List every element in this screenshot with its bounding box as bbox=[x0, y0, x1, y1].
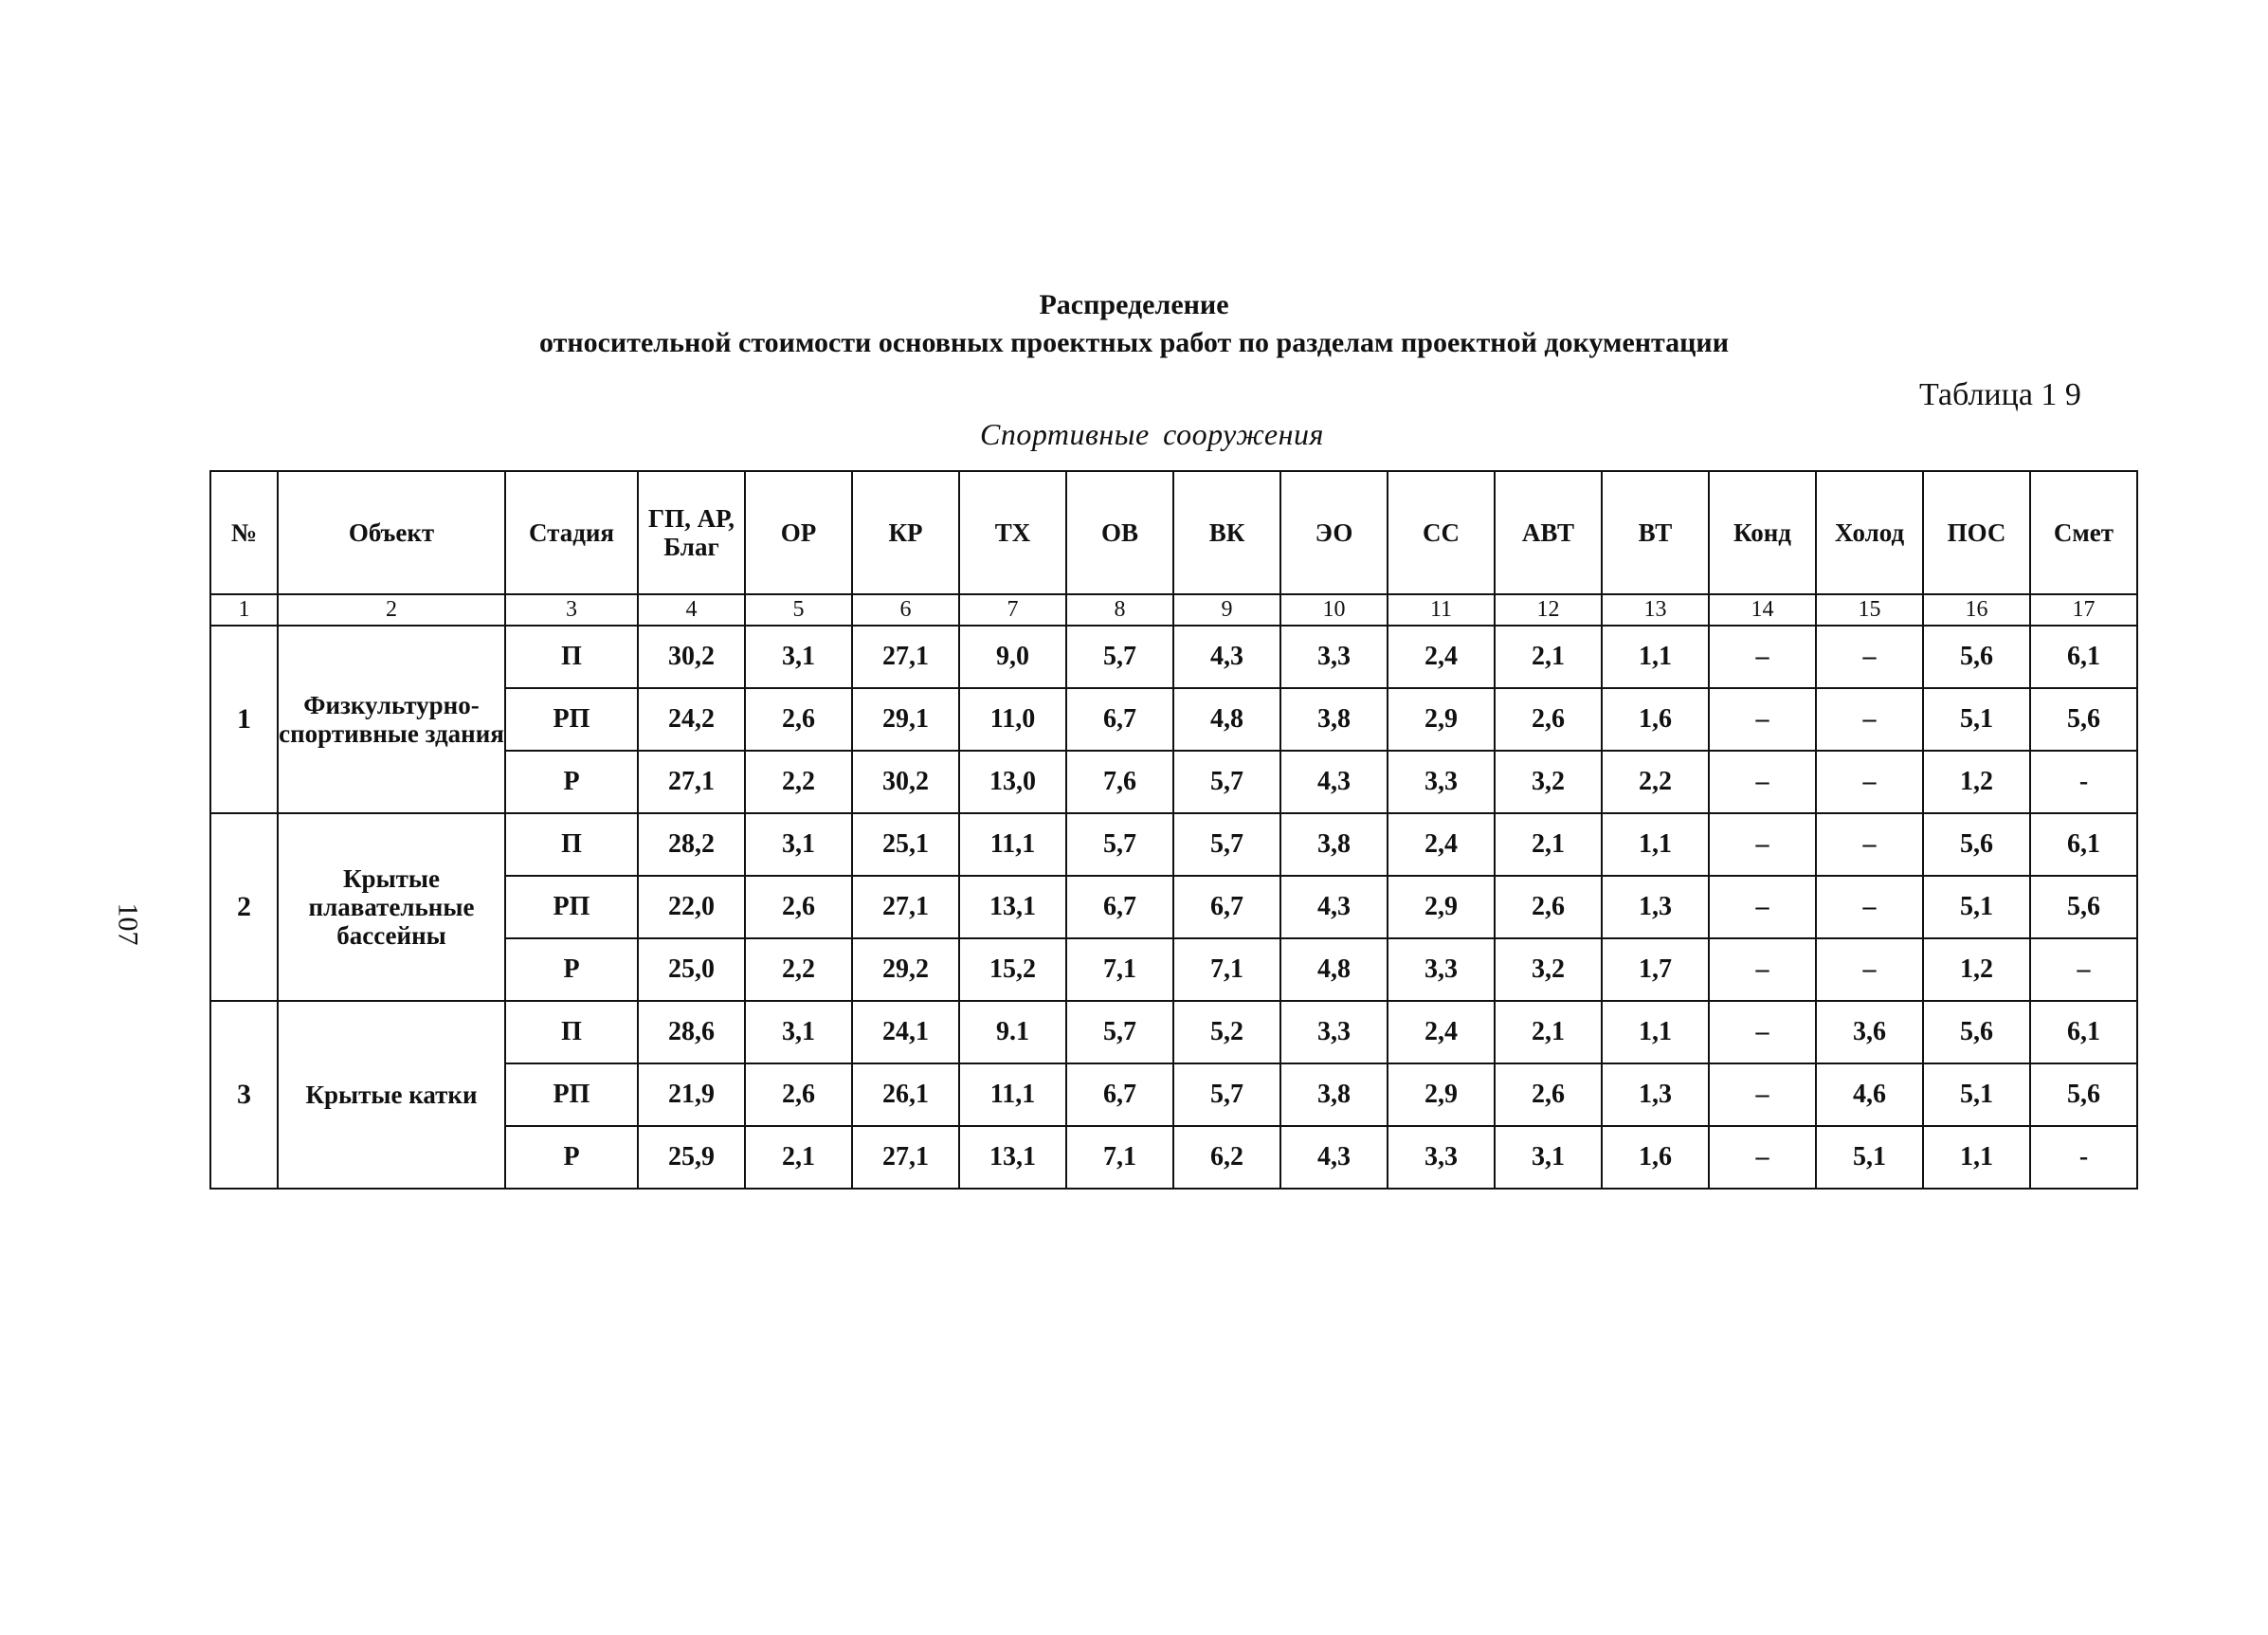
table-row bbox=[210, 813, 2137, 876]
column-header: ВК bbox=[1173, 471, 1280, 594]
value-cell: – bbox=[1709, 751, 1816, 813]
stage-cell: П bbox=[505, 1001, 638, 1063]
value-cell: 29,1 bbox=[852, 688, 959, 751]
column-number-cell: 10 bbox=[1280, 594, 1388, 626]
value-cell: 3,3 bbox=[1388, 938, 1495, 1001]
document-title bbox=[0, 286, 2268, 362]
value-cell: 5,6 bbox=[2030, 1063, 2137, 1126]
column-header: Объект bbox=[278, 471, 505, 594]
value-cell: 6,2 bbox=[1173, 1126, 1280, 1189]
value-cell: 30,2 bbox=[852, 751, 959, 813]
value-cell: 3,1 bbox=[1495, 1126, 1602, 1189]
column-header: Смет bbox=[2030, 471, 2137, 594]
value-cell: 4,3 bbox=[1280, 1126, 1388, 1189]
value-cell: 3,3 bbox=[1388, 1126, 1495, 1189]
value-cell: 2,9 bbox=[1388, 876, 1495, 938]
value-cell: 1,1 bbox=[1602, 813, 1709, 876]
value-cell: 13,0 bbox=[959, 751, 1066, 813]
value-cell: 4,3 bbox=[1280, 751, 1388, 813]
value-cell: – bbox=[1816, 688, 1923, 751]
value-cell: – bbox=[1709, 1001, 1816, 1063]
value-cell: 29,2 bbox=[852, 938, 959, 1001]
value-cell: 9,0 bbox=[959, 626, 1066, 688]
column-header: ЭО bbox=[1280, 471, 1388, 594]
value-cell: – bbox=[1709, 626, 1816, 688]
value-cell: 5,1 bbox=[1923, 876, 2030, 938]
value-cell: 25,1 bbox=[852, 813, 959, 876]
value-cell: 2,4 bbox=[1388, 626, 1495, 688]
value-cell: 5,7 bbox=[1066, 1001, 1173, 1063]
value-cell: 5,7 bbox=[1173, 751, 1280, 813]
value-cell: 2,6 bbox=[1495, 876, 1602, 938]
column-number-cell: 17 bbox=[2030, 594, 2137, 626]
value-cell: 5,1 bbox=[1816, 1126, 1923, 1189]
column-number-cell: 11 bbox=[1388, 594, 1495, 626]
value-cell: – bbox=[1816, 938, 1923, 1001]
value-cell: 2,1 bbox=[1495, 813, 1602, 876]
value-cell: 5,2 bbox=[1173, 1001, 1280, 1063]
value-cell: 6,1 bbox=[2030, 626, 2137, 688]
value-cell: 5,1 bbox=[1923, 1063, 2030, 1126]
value-cell: 26,1 bbox=[852, 1063, 959, 1126]
stage-cell: РП bbox=[505, 876, 638, 938]
header-row bbox=[210, 471, 2137, 594]
value-cell: 15,2 bbox=[959, 938, 1066, 1001]
value-cell: 1,6 bbox=[1602, 688, 1709, 751]
value-cell: 5,7 bbox=[1066, 813, 1173, 876]
object-name-cell: Крытые плавательные бассейны bbox=[278, 813, 505, 1001]
value-cell: 28,2 bbox=[638, 813, 745, 876]
stage-cell: П bbox=[505, 626, 638, 688]
column-header: Стадия bbox=[505, 471, 638, 594]
value-cell: – bbox=[1709, 688, 1816, 751]
value-cell: 1,6 bbox=[1602, 1126, 1709, 1189]
value-cell: 3,8 bbox=[1280, 813, 1388, 876]
value-cell: – bbox=[1816, 751, 1923, 813]
column-header: ПОС bbox=[1923, 471, 2030, 594]
column-header: ВТ bbox=[1602, 471, 1709, 594]
value-cell: 6,1 bbox=[2030, 1001, 2137, 1063]
value-cell: 1,3 bbox=[1602, 1063, 1709, 1126]
value-cell: 4,3 bbox=[1280, 876, 1388, 938]
value-cell: 30,2 bbox=[638, 626, 745, 688]
value-cell: 13,1 bbox=[959, 876, 1066, 938]
value-cell: 1,1 bbox=[1923, 1126, 2030, 1189]
value-cell: 2,6 bbox=[745, 876, 852, 938]
value-cell: 27,1 bbox=[852, 626, 959, 688]
value-cell: 1,3 bbox=[1602, 876, 1709, 938]
value-cell: – bbox=[1816, 626, 1923, 688]
value-cell: 3,3 bbox=[1388, 751, 1495, 813]
value-cell: 3,8 bbox=[1280, 1063, 1388, 1126]
value-cell: 27,1 bbox=[852, 1126, 959, 1189]
table-row bbox=[210, 1001, 2137, 1063]
value-cell: 2,2 bbox=[745, 751, 852, 813]
page-number: 107 bbox=[112, 902, 144, 946]
row-number-cell: 1 bbox=[210, 626, 278, 813]
row-number-cell: 2 bbox=[210, 813, 278, 1001]
value-cell: 4,6 bbox=[1816, 1063, 1923, 1126]
value-cell: 6,7 bbox=[1066, 688, 1173, 751]
value-cell: 5,6 bbox=[2030, 876, 2137, 938]
value-cell: 3,1 bbox=[745, 813, 852, 876]
value-cell: 4,8 bbox=[1280, 938, 1388, 1001]
value-cell: 2,1 bbox=[745, 1126, 852, 1189]
value-cell: 2,6 bbox=[1495, 688, 1602, 751]
value-cell: 1,1 bbox=[1602, 1001, 1709, 1063]
table-subtitle: Спортивные сооружения bbox=[980, 417, 1324, 451]
value-cell: 6,7 bbox=[1066, 1063, 1173, 1126]
column-header: Конд bbox=[1709, 471, 1816, 594]
stage-cell: Р bbox=[505, 751, 638, 813]
column-number-cell: 9 bbox=[1173, 594, 1280, 626]
column-number-cell: 13 bbox=[1602, 594, 1709, 626]
value-cell: 24,2 bbox=[638, 688, 745, 751]
value-cell: 7,6 bbox=[1066, 751, 1173, 813]
stage-cell: Р bbox=[505, 938, 638, 1001]
column-header: ОР bbox=[745, 471, 852, 594]
value-cell: 2,6 bbox=[1495, 1063, 1602, 1126]
value-cell: 5,7 bbox=[1173, 1063, 1280, 1126]
value-cell: – bbox=[1709, 1063, 1816, 1126]
value-cell: 3,1 bbox=[745, 626, 852, 688]
column-header: Холод bbox=[1816, 471, 1923, 594]
stage-cell: РП bbox=[505, 1063, 638, 1126]
column-header: № bbox=[210, 471, 278, 594]
column-header: СС bbox=[1388, 471, 1495, 594]
object-name-cell: Физкультурно-спортивные здания bbox=[278, 626, 505, 813]
column-header: ОВ bbox=[1066, 471, 1173, 594]
value-cell: 3,2 bbox=[1495, 938, 1602, 1001]
value-cell: 5,6 bbox=[2030, 688, 2137, 751]
stage-cell: Р bbox=[505, 1126, 638, 1189]
value-cell: 1,2 bbox=[1923, 751, 2030, 813]
value-cell: - bbox=[2030, 1126, 2137, 1189]
column-number-cell: 4 bbox=[638, 594, 745, 626]
value-cell: 5,6 bbox=[1923, 626, 2030, 688]
value-cell: 3,1 bbox=[745, 1001, 852, 1063]
value-cell: 2,1 bbox=[1495, 1001, 1602, 1063]
column-number-cell: 7 bbox=[959, 594, 1066, 626]
value-cell: 9.1 bbox=[959, 1001, 1066, 1063]
value-cell: 2,2 bbox=[745, 938, 852, 1001]
value-cell: 2,1 bbox=[1495, 626, 1602, 688]
value-cell: – bbox=[1709, 938, 1816, 1001]
value-cell: 4,8 bbox=[1173, 688, 1280, 751]
value-cell: 2,4 bbox=[1388, 813, 1495, 876]
column-number-cell: 5 bbox=[745, 594, 852, 626]
column-number-cell: 8 bbox=[1066, 594, 1173, 626]
value-cell: 2,4 bbox=[1388, 1001, 1495, 1063]
value-cell: 27,1 bbox=[638, 751, 745, 813]
value-cell: 2,6 bbox=[745, 1063, 852, 1126]
value-cell: 6,1 bbox=[2030, 813, 2137, 876]
column-number-cell: 1 bbox=[210, 594, 278, 626]
value-cell: 27,1 bbox=[852, 876, 959, 938]
value-cell: 1,2 bbox=[1923, 938, 2030, 1001]
value-cell: 1,7 bbox=[1602, 938, 1709, 1001]
column-number-cell: 15 bbox=[1816, 594, 1923, 626]
value-cell: 22,0 bbox=[638, 876, 745, 938]
column-number-row bbox=[210, 594, 2137, 626]
table-label: Таблица 1 9 bbox=[1919, 377, 2081, 412]
value-cell: 7,1 bbox=[1173, 938, 1280, 1001]
column-header: ТХ bbox=[959, 471, 1066, 594]
value-cell: – bbox=[1709, 876, 1816, 938]
value-cell: 25,0 bbox=[638, 938, 745, 1001]
value-cell: 4,3 bbox=[1173, 626, 1280, 688]
value-cell: 13,1 bbox=[959, 1126, 1066, 1189]
value-cell: 24,1 bbox=[852, 1001, 959, 1063]
column-number-cell: 6 bbox=[852, 594, 959, 626]
value-cell: 3,2 bbox=[1495, 751, 1602, 813]
column-number-cell: 16 bbox=[1923, 594, 2030, 626]
value-cell: – bbox=[2030, 938, 2137, 1001]
value-cell: 28,6 bbox=[638, 1001, 745, 1063]
value-cell: 7,1 bbox=[1066, 1126, 1173, 1189]
column-header: ГП, АР, Благ bbox=[638, 471, 745, 594]
value-cell: 11,1 bbox=[959, 813, 1066, 876]
value-cell: 2,9 bbox=[1388, 1063, 1495, 1126]
value-cell: 7,1 bbox=[1066, 938, 1173, 1001]
value-cell: 2,6 bbox=[745, 688, 852, 751]
object-name-cell: Крытые катки bbox=[278, 1001, 505, 1189]
value-cell: – bbox=[1709, 813, 1816, 876]
value-cell: - bbox=[2030, 751, 2137, 813]
value-cell: 5,7 bbox=[1173, 813, 1280, 876]
value-cell: – bbox=[1709, 1126, 1816, 1189]
value-cell: 5,6 bbox=[1923, 813, 2030, 876]
value-cell: 3,6 bbox=[1816, 1001, 1923, 1063]
column-number-cell: 2 bbox=[278, 594, 505, 626]
stage-cell: П bbox=[505, 813, 638, 876]
value-cell: 21,9 bbox=[638, 1063, 745, 1126]
stage-cell: РП bbox=[505, 688, 638, 751]
table-row bbox=[210, 626, 2137, 688]
value-cell: 5,6 bbox=[1923, 1001, 2030, 1063]
column-number-cell: 12 bbox=[1495, 594, 1602, 626]
value-cell: 2,9 bbox=[1388, 688, 1495, 751]
title-line-1: Распределение bbox=[1039, 289, 1229, 320]
value-cell: 5,1 bbox=[1923, 688, 2030, 751]
value-cell: 3,8 bbox=[1280, 688, 1388, 751]
column-header: АВТ bbox=[1495, 471, 1602, 594]
value-cell: 5,7 bbox=[1066, 626, 1173, 688]
value-cell: 3,3 bbox=[1280, 1001, 1388, 1063]
value-cell: 6,7 bbox=[1173, 876, 1280, 938]
column-number-cell: 14 bbox=[1709, 594, 1816, 626]
value-cell: 11,1 bbox=[959, 1063, 1066, 1126]
value-cell: – bbox=[1816, 813, 1923, 876]
value-cell: 2,2 bbox=[1602, 751, 1709, 813]
row-number-cell: 3 bbox=[210, 1001, 278, 1189]
value-cell: 25,9 bbox=[638, 1126, 745, 1189]
value-cell: 6,7 bbox=[1066, 876, 1173, 938]
value-cell: – bbox=[1816, 876, 1923, 938]
title-line-2: относительной стоимости основных проектных работ по разделам проектной документации bbox=[538, 327, 1730, 358]
column-number-cell: 3 bbox=[505, 594, 638, 626]
cost-distribution-table bbox=[209, 470, 2138, 1190]
column-header: КР bbox=[852, 471, 959, 594]
value-cell: 1,1 bbox=[1602, 626, 1709, 688]
value-cell: 3,3 bbox=[1280, 626, 1388, 688]
value-cell: 11,0 bbox=[959, 688, 1066, 751]
